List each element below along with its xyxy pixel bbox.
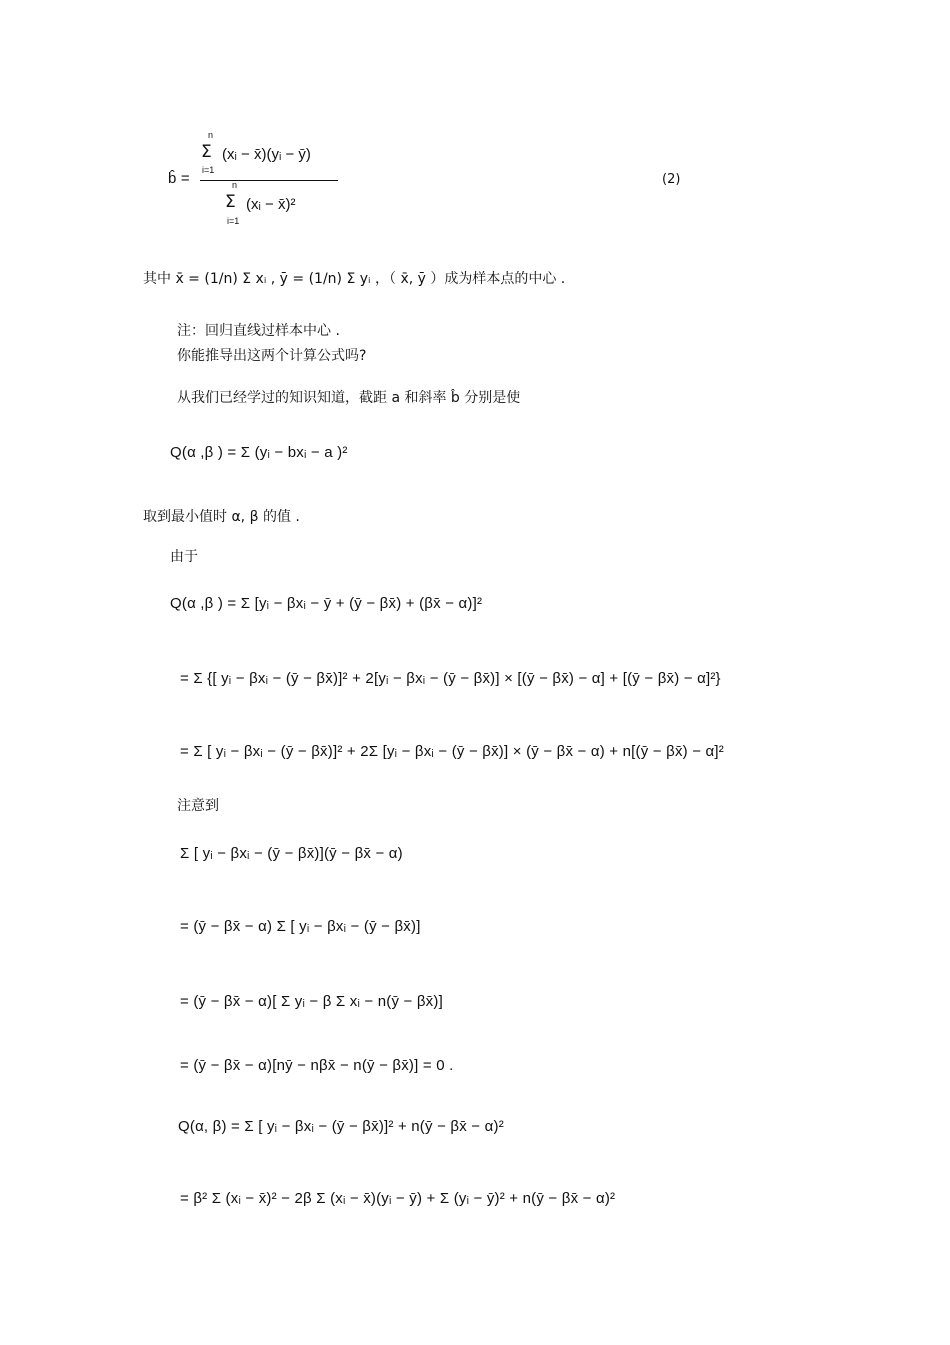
expansion-step-1: = Σ {[ yᵢ − βxᵢ − (ȳ − βx̄)]² + 2[yᵢ − βxᵢ − (ȳ − βx̄)] × [(ȳ − βx̄) − α] + [(ȳ − βx̄) − α]²} (180, 670, 721, 687)
eq2-den-sum-bottom: i=1 (227, 216, 240, 226)
expansion-step-2: = Σ [ yᵢ − βxᵢ − (ȳ − βx̄)]² + 2Σ [yᵢ − βxᵢ − (ȳ − βx̄)] × (ȳ − βx̄ − α) + n[(ȳ − βx̄) − α]² (180, 743, 724, 760)
min-line: 取到最小值时 α, β 的值 . (143, 509, 300, 525)
since-line: 由于 (170, 549, 198, 565)
eq2-num-sigma: Σ (201, 142, 212, 162)
fraction-bar (200, 180, 338, 181)
cross-term-4: = (ȳ − βx̄ − α)[nȳ − nβx̄ − n(ȳ − βx̄)] = 0 . (180, 1057, 454, 1074)
eq2-numerator: (xᵢ − x̄)(yᵢ − ȳ) (222, 146, 311, 163)
q-definition: Q(α ,β ) = Σ (yᵢ − bxᵢ − a )² (170, 444, 348, 461)
eq2-num-sum-top: n (208, 130, 214, 140)
cross-term-3: = (ȳ − βx̄ − α)[ Σ yᵢ − β Σ xᵢ − n(ȳ − βx̄)] (180, 993, 443, 1010)
equation-number: (2) (662, 172, 681, 187)
intro-line: 从我们已经学过的知识知道，截距 a 和斜率 b̂ 分别是使 (177, 390, 521, 406)
q-final: = β² Σ (xᵢ − x̄)² − 2β Σ (xᵢ − x̄)(yᵢ − ȳ) + Σ (yᵢ − ȳ)² + n(ȳ − βx̄ − α)² (180, 1190, 616, 1207)
eq2-denominator: (xᵢ − x̄)² (246, 196, 296, 213)
eq2-den-sum-top: n (232, 180, 238, 190)
cross-term-2: = (ȳ − βx̄ − α) Σ [ yᵢ − βxᵢ − (ȳ − βx̄)] (180, 918, 421, 935)
eq2-den-sigma: Σ (225, 192, 236, 212)
q-result: Q(α, β) = Σ [ yᵢ − βxᵢ − (ȳ − βx̄)]² + n(ȳ − βx̄ − α)² (178, 1118, 504, 1135)
eq2-num-sum-bottom: i=1 (202, 165, 215, 175)
q-expansion: Q(α ,β ) = Σ [yᵢ − βxᵢ − ȳ + (ȳ − βx̄) + (βx̄ − α)]² (170, 595, 483, 612)
note-line: 注：回归直线过样本中心 . (177, 323, 340, 339)
notice-line: 注意到 (177, 798, 219, 814)
where-line: 其中 x̄ = (1/n) Σ xᵢ , ȳ = (1/n) Σ yᵢ ，（ x̄, ȳ ）成为样本点的中心 . (143, 271, 566, 287)
question-line: 你能推导出这两个计算公式吗? (177, 348, 367, 364)
eq2-lhs: b̂ = (168, 170, 190, 187)
cross-term-1: Σ [ yᵢ − βxᵢ − (ȳ − βx̄)](ȳ − βx̄ − α) (180, 845, 403, 862)
